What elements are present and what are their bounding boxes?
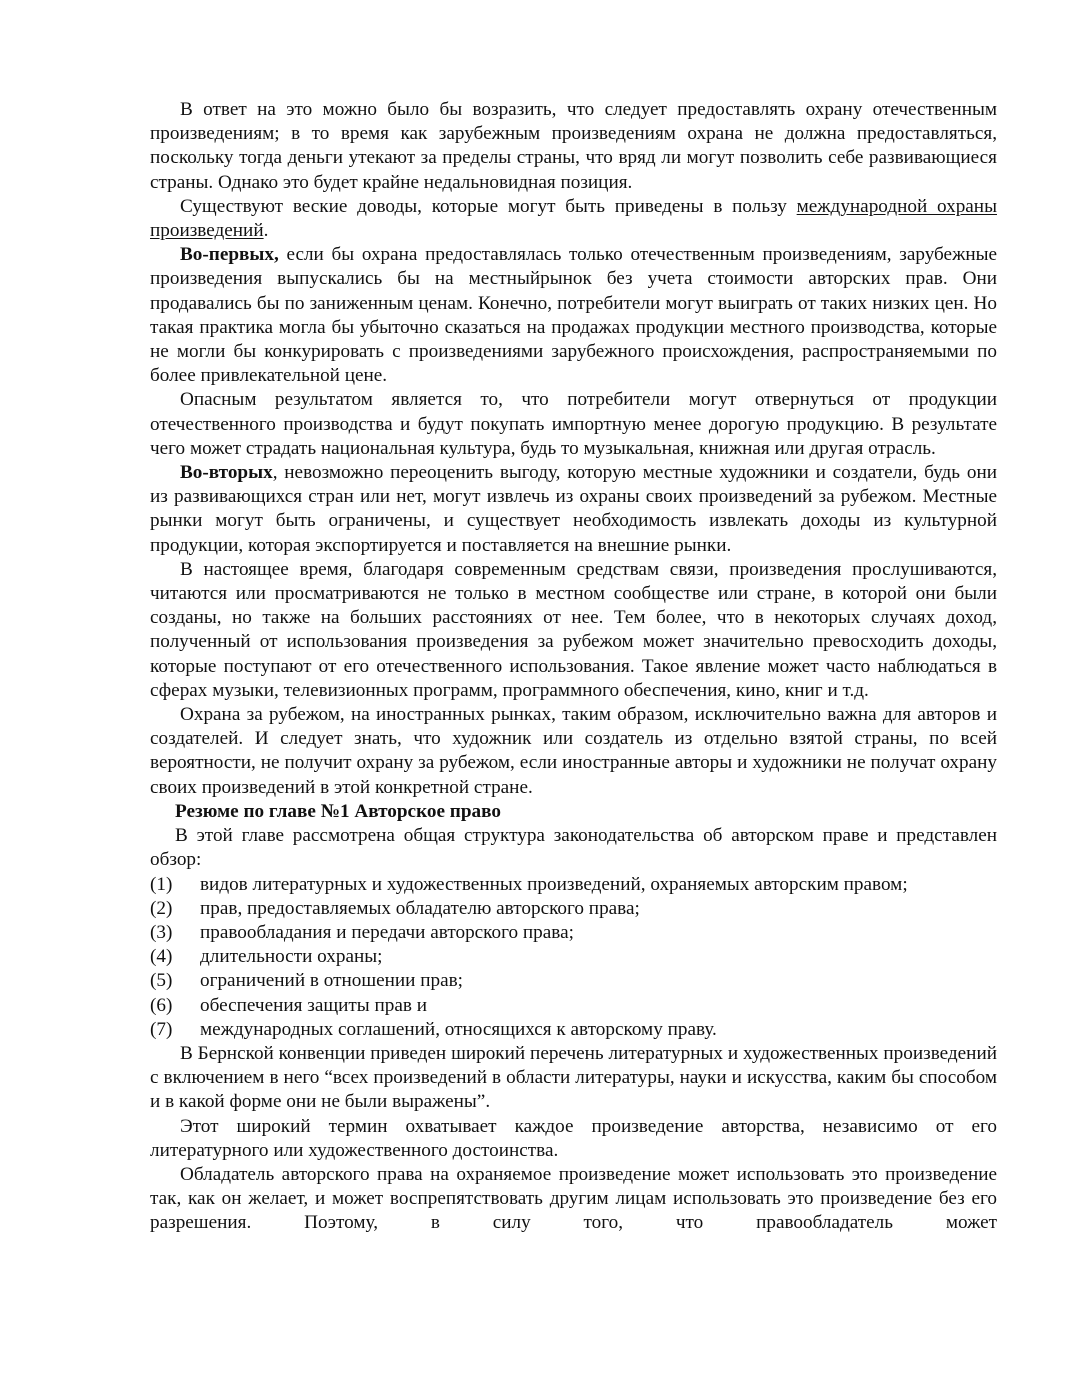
- list-item-number: (2): [150, 897, 173, 919]
- list-item-number: (4): [150, 946, 173, 968]
- overview-list: [150, 873, 997, 1042]
- list-item-number: (7): [150, 1018, 173, 1040]
- list-item: [150, 921, 997, 945]
- list-item: [150, 897, 997, 921]
- list-item-number: (5): [150, 970, 173, 992]
- international-protection-link[interactable]: международной охраны произведений: [150, 195, 997, 242]
- paragraph-nowadays: В настоящее время, благодаря современным средствам связи, произведения прослушиваются, читаются или просматриваются не только в местном сообществе или стране, в которой они были созданы, но также на больших расстояниях от нее. Тем более, что в некоторых случаях доход, полученный от использования произведения за рубежом может значительно превосходить доходы, которые поступают от его отечественного использования. Такое явление может часто наблюдаться в сферах музыки, телевизионных программ, программного обеспечения, кино, книг и т.д.: [150, 558, 997, 701]
- list-item: [150, 1018, 997, 1042]
- paragraph-berne-convention: В Бернской конвенции приведен широкий перечень литературных и художественных произведений с включением в него “всех произведений в области литературы, науки и искусства, каким бы способом и в какой форме они не были выражены”.: [150, 1042, 997, 1113]
- paragraph-objection: В ответ на это можно было бы возразить, что следует предоставлять охрану отечественным произведениям; в то время как зарубежным произведениям охрана не должна предоставляться, поскольку тогда деньги утекают за пределы страны, что вряд ли могут позволить себе развивающиеся страны. Однако это будет крайне недальновидная позиция.: [150, 99, 997, 193]
- list-item-number: (1): [150, 873, 173, 895]
- list-item-text: обеспечения защиты прав и: [200, 994, 427, 1016]
- paragraph-firstly-text: если бы охрана предоставлялась только отечественным произведениям, зарубежные произведения выпускались бы на местныйрынок без учета стоимости авторских прав. Они продавались бы по заниженным ценам. Конечно, потребители могут выиграть от таких низких цен. Но такая практика могла бы убыточно сказаться на продажах продукции местного производства, которые не могли бы конкурировать с произведениями зарубежного происхождения, распространяемыми по более привлекательной цене.: [150, 244, 997, 387]
- list-item-number: (6): [150, 994, 173, 1016]
- list-item: [150, 945, 997, 969]
- list-item: [150, 994, 997, 1018]
- paragraph-chapter-overview: В этой главе рассмотрена общая структура законодательства об авторском праве и представлен обзор:: [150, 825, 997, 871]
- paragraph-arguments-end: .: [263, 220, 269, 242]
- list-item-text: правообладания и передачи авторского права;: [200, 921, 574, 943]
- list-item-text: длительности охраны;: [200, 946, 383, 968]
- list-item-text: международных соглашений, относящихся к авторскому праву.: [200, 1018, 717, 1040]
- paragraph-protection-abroad: Охрана за рубежом, на иностранных рынках, таким образом, исключительно важна для авторов и создателей. И следует знать, что художник или создатель из отдельно взятой страны, по всей вероятности, не получит охрану за рубежом, если иностранные авторы и художники не получат охрану своих произведений в этой конкретной стране.: [150, 704, 997, 798]
- list-item-text: видов литературных и художественных произведений, охраняемых авторским правом;: [200, 873, 908, 895]
- paragraph-secondly: [150, 461, 997, 558]
- firstly-bold-label: Во-первых,: [180, 244, 279, 266]
- paragraph-rights-holder: Обладатель авторского права на охраняемое произведение может использовать это произведение так, как он желает, и может воспрепятствовать другим лицам использовать это произведение без его разрешения. Поэтому, в силу того, что правообладатель может: [150, 1163, 997, 1234]
- paragraph-secondly-text: , невозможно переоценить выгоду, которую местные художники и создатели, будь они из развивающихся стран или нет, могут извлечь из охраны своих произведений за рубежом. Местные рынки могут быть ограничены, и существует необходимость извлекать доходы из культурной продукции, которая экспортируется и поставляется на внешние рынки.: [150, 462, 997, 556]
- chapter-summary-heading: Резюме по главе №1 Авторское право: [175, 800, 501, 822]
- paragraph-firstly: [150, 243, 997, 388]
- list-item-text: ограничений в отношении прав;: [200, 970, 463, 992]
- paragraph-broad-term: Этот широкий термин охватывает каждое произведение авторства, независимо от его литературного или художественного достоинства.: [150, 1115, 997, 1161]
- paragraph-arguments: [150, 195, 997, 243]
- paragraph-danger: Опасным результатом является то, что потребители могут отвернуться от продукции отечественного производства и будут покупать импортную менее дорогую продукцию. В результате чего может страдать национальная культура, будь то музыкальная, книжная или другая отрасль.: [150, 389, 997, 459]
- document-page: [150, 98, 997, 1236]
- list-item: [150, 873, 997, 897]
- secondly-bold-label: Во-вторых: [180, 462, 273, 484]
- list-item-text: прав, предоставляемых обладателю авторского права;: [200, 897, 640, 919]
- list-item: [150, 969, 997, 993]
- paragraph-arguments-text: Существуют веские доводы, которые могут быть приведены в пользу: [180, 195, 797, 217]
- list-item-number: (3): [150, 921, 173, 943]
